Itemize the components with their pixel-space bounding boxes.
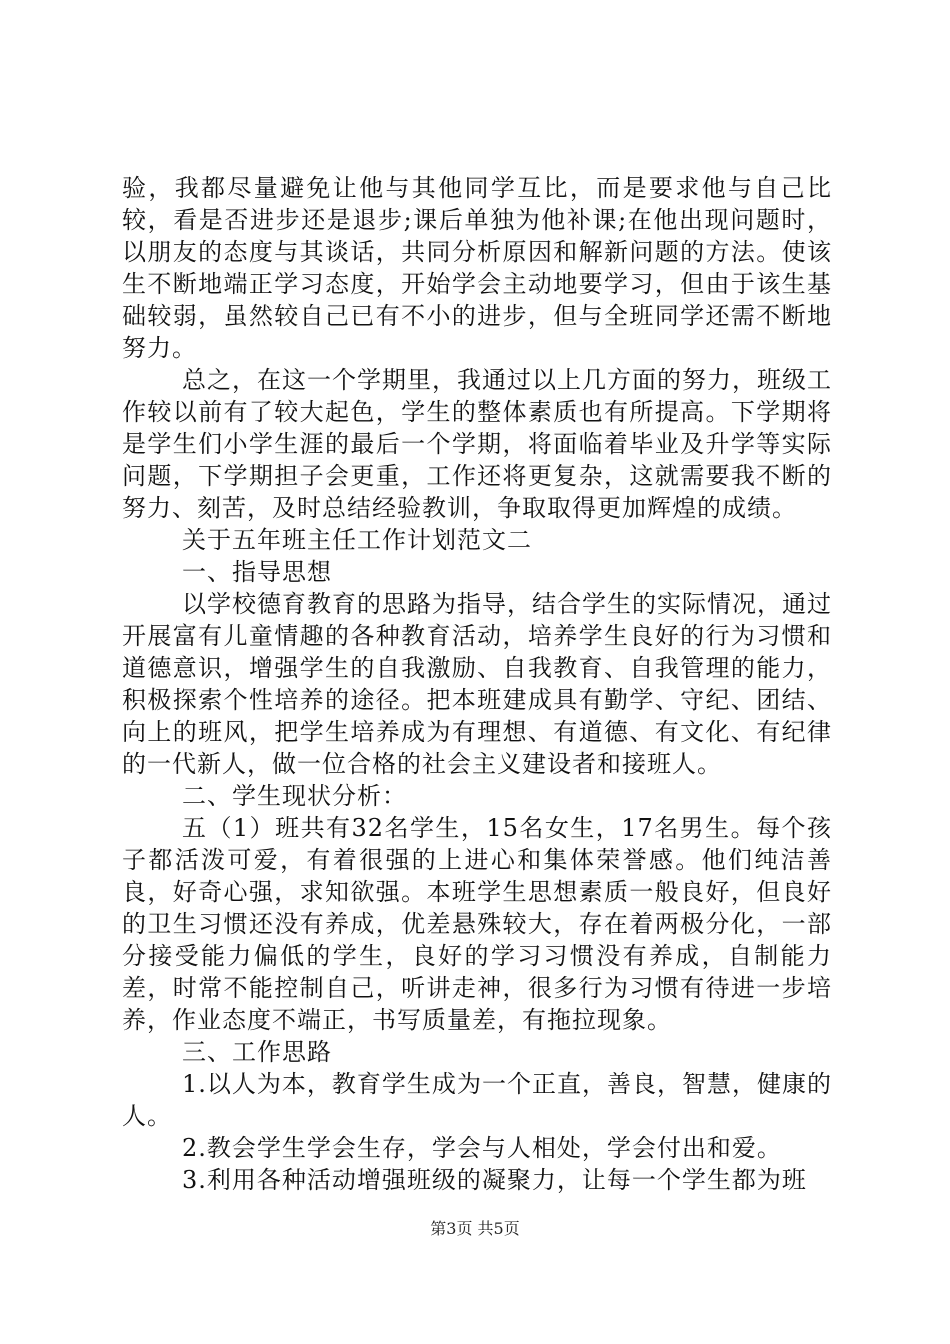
list-item-1: 1.以人为本，教育学生成为一个正直，善良，智慧，健康的人。 bbox=[122, 1070, 832, 1130]
heading-guiding-thought: 一、指导思想 bbox=[182, 558, 332, 586]
heading-student-analysis: 二、学生现状分析： bbox=[182, 782, 407, 810]
heading-work-approach: 三、工作思路 bbox=[182, 1038, 332, 1066]
paragraph-summary: 总之，在这一个学期里，我通过以上几方面的努力，班级工作较以前有了较大起色，学生的整体素质也有所提高。下学期将是学生们小学生涯的最后一个学期，将面临着毕业及升学等实际问题，下学期担子会更重，工作还将更复杂，这就需要我不断的努力、刻苦，及时总结经验教训，争取取得更加辉煌的成绩。 bbox=[122, 366, 832, 522]
paragraph-guiding-thought: 以学校德育教育的思路为指导，结合学生的实际情况，通过开展富有儿童情趣的各种教育活动，培养学生良好的行为习惯和道德意识，增强学生的自我激励、自我教育、自我管理的能力，积极探索个性培养的途径。把本班建成具有勤学、守纪、团结、向上的班风，把学生培养成为有理想、有道德、有文化、有纪律的一代新人，做一位合格的社会主义建设者和接班人。 bbox=[122, 590, 832, 778]
paragraph-continuation: 验，我都尽量避免让他与其他同学互比，而是要求他与自己比较，看是否进步还是退步;课后单独为他补课;在他出现问题时，以朋友的态度与其谈话，共同分析原因和解新问题的方法。使该生不断地端正学习态度，开始学会主动地要学习，但由于该生基础较弱，虽然较自己已有不小的进步，但与全班同学还需不断地努力。 bbox=[122, 174, 832, 362]
document-body bbox=[122, 172, 832, 1196]
list-item-2: 2.教会学生学会生存，学会与人相处，学会付出和爱。 bbox=[182, 1134, 782, 1162]
page-number-footer: 第3页 共5页 bbox=[430, 1219, 520, 1238]
paragraph-student-analysis: 五（1）班共有32名学生，15名女生，17名男生。每个孩子都活泼可爱，有着很强的上进心和集体荣誉感。他们纯洁善良，好奇心强，求知欲强。本班学生思想素质一般良好，但良好的卫生习惯还没有养成，优差悬殊较大，存在着两极分化，一部分接受能力偏低的学生，良好的学习习惯没有养成，自制能力差，时常不能控制自己，听讲走神，很多行为习惯有待进一步培养，作业态度不端正，书写质量差，有拖拉现象。 bbox=[122, 814, 832, 1034]
list-item-3: 3.利用各种活动增强班级的凝聚力，让每一个学生都为班 bbox=[182, 1166, 807, 1194]
section-title: 关于五年班主任工作计划范文二 bbox=[182, 526, 532, 554]
